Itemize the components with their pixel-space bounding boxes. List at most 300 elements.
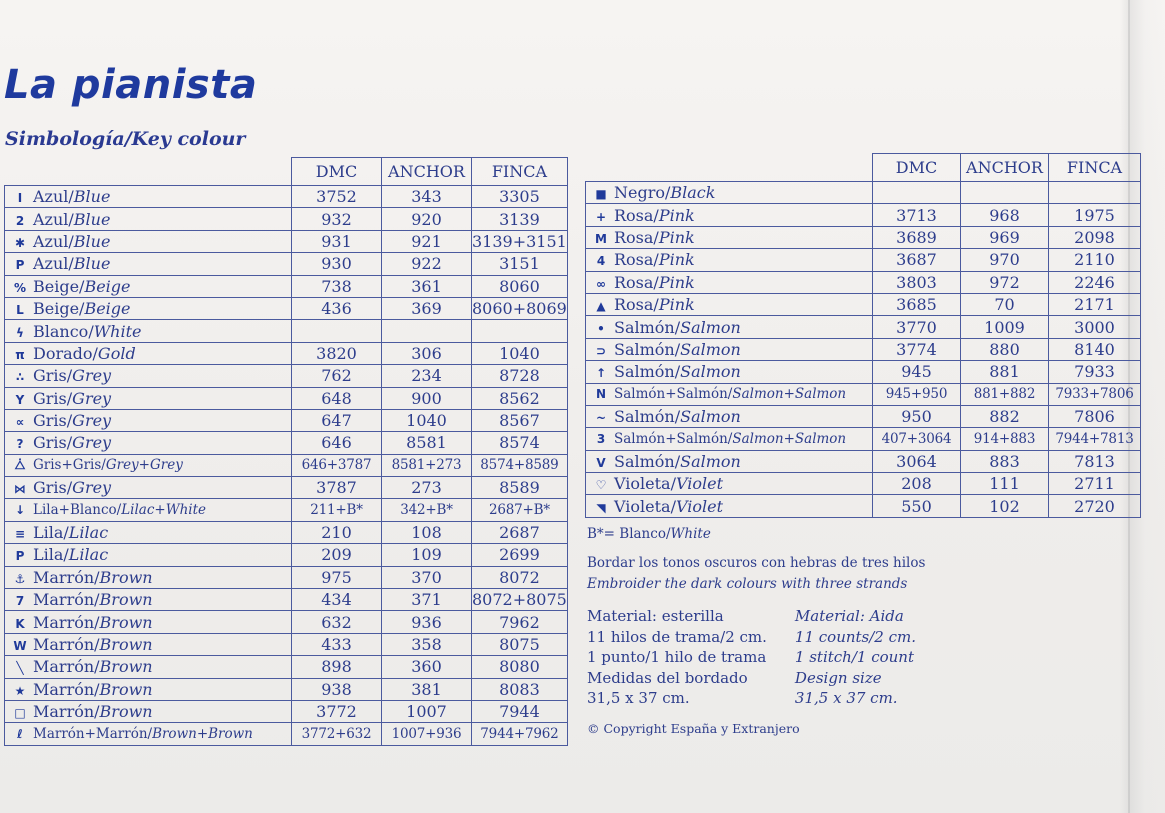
colour-name-es: Beige/ (33, 276, 85, 296)
stitch-en: 1 stitch/1 count (794, 648, 914, 666)
alpha-fish-icon: ∝ (15, 415, 25, 430)
digit-7-icon: 7 (15, 594, 25, 609)
dmc-code: 3770 (873, 316, 961, 338)
colour-name-en: Blue (73, 187, 111, 207)
colour-name-cell (586, 271, 873, 293)
dmc-code: 3787 (292, 477, 382, 499)
dmc-code: 945+950 (873, 383, 961, 405)
dmc-code: 433 (292, 633, 382, 655)
page-title: La pianista (4, 62, 258, 108)
dmc-code: 632 (292, 611, 382, 633)
colour-name-cell (586, 182, 873, 204)
anchor-code: 972 (961, 271, 1049, 293)
b-star-note (587, 526, 1007, 542)
anchor-code: 914+883 (961, 428, 1049, 450)
table-row (5, 230, 568, 252)
size-value-es: 31,5 x 37 cm. (587, 689, 690, 707)
header-anchor: ANCHOR (382, 158, 472, 186)
anchor-code (961, 182, 1049, 204)
colour-name-cell (5, 633, 292, 655)
table-row (586, 473, 1141, 495)
colour-name-cell (586, 293, 873, 315)
table-row (586, 405, 1141, 427)
plus-icon: + (595, 209, 607, 224)
dmc-code: 738 (292, 275, 382, 297)
star-icon: ★ (14, 683, 26, 698)
dmc-code: 762 (292, 365, 382, 387)
colour-name-en: Grey+Grey (105, 457, 183, 474)
table-row (5, 723, 568, 745)
colour-name-en: Pink (658, 205, 695, 225)
embroider-note-en: Embroider the dark colours with three strands (587, 576, 908, 592)
letter-v-icon: V (596, 455, 606, 470)
colour-name-en: Blue (73, 209, 111, 229)
heart-icon: ♡ (595, 478, 607, 493)
material-es: Material: esterilla (587, 607, 724, 625)
digit-2-icon: 2 (15, 213, 25, 228)
colour-name-cell (5, 387, 292, 409)
colour-name-en: Salmon (680, 407, 741, 427)
dmc-code: 945 (873, 361, 961, 383)
header-dmc: DMC (873, 154, 961, 182)
table-row (5, 566, 568, 588)
colour-name-cell (586, 316, 873, 338)
anchor-code: 969 (961, 226, 1049, 248)
colour-name-cell (5, 409, 292, 431)
header-finca: FINCA (1049, 154, 1141, 182)
anchor-code: 273 (382, 477, 472, 499)
table-row (586, 428, 1141, 450)
table-row (5, 342, 568, 364)
colour-name-cell (5, 297, 292, 319)
anchor-code: 342+B* (382, 499, 472, 521)
dmc-code: 436 (292, 297, 382, 319)
table-row (5, 253, 568, 275)
finca-code: 2171 (1049, 293, 1141, 315)
finca-code: 3305 (472, 186, 568, 208)
anchor-code: 381 (382, 678, 472, 700)
finca-code: 8589 (472, 477, 568, 499)
colour-name-en: Brown (99, 679, 153, 699)
colour-name-en: Pink (658, 250, 695, 270)
colour-name-es: Azul/ (33, 231, 74, 251)
letter-m-icon: M (595, 231, 607, 246)
colour-name-en: Salmon+Salmon (732, 386, 847, 403)
table-row (5, 320, 568, 342)
finca-code: 8060+8069 (472, 299, 567, 319)
anchor-icon: ⚓ (14, 571, 26, 586)
colour-name-es: Violeta/ (614, 496, 676, 516)
colour-name-es: Gris/ (33, 478, 73, 498)
header-blank (5, 158, 292, 186)
colour-name-en: White (93, 321, 142, 341)
colour-name-es: Rosa/ (614, 205, 659, 225)
anchor-code: 1007+936 (382, 723, 472, 745)
finca-code: 2687+B* (472, 499, 568, 521)
colour-name-cell (5, 230, 292, 252)
table-row (5, 544, 568, 566)
anchor-code: 880 (961, 338, 1049, 360)
table-row (5, 499, 568, 521)
colour-name-es: Rosa/ (614, 295, 659, 315)
table-row (5, 432, 568, 454)
colour-name-es: Salmón/ (614, 407, 681, 427)
colour-name-en: Salmon (680, 451, 741, 471)
finca-code: 3000 (1049, 316, 1141, 338)
anchor-code: 921 (382, 230, 472, 252)
table-row (5, 633, 568, 655)
finca-code (472, 320, 568, 342)
colour-name-cell (586, 249, 873, 271)
finca-code: 8562 (472, 387, 568, 409)
header-anchor: ANCHOR (961, 154, 1049, 182)
tilde-icon: ~ (595, 411, 607, 426)
colour-name-cell (586, 405, 873, 427)
colour-name-en: Salmon (680, 317, 741, 337)
colour-name-es: Gris/ (33, 388, 73, 408)
finca-code: 2711 (1049, 473, 1141, 495)
table-row (5, 700, 568, 722)
dot-icon: • (597, 321, 605, 336)
infinity-icon: ∞ (596, 276, 606, 291)
colour-name-es: Rosa/ (614, 250, 659, 270)
table-row (5, 387, 568, 409)
colour-name-es: Lila/ (33, 523, 69, 543)
backslash-icon: ╲ (16, 661, 24, 676)
down-arrow-dot-icon: ↓ (14, 503, 26, 518)
colour-name-en: Brown (99, 702, 153, 722)
count-es: 11 hilos de trama/2 cm. (587, 627, 767, 646)
colour-name-cell (586, 361, 873, 383)
dmc-code: 3687 (873, 249, 961, 271)
up-arrow-icon: ↑ (595, 366, 607, 381)
anchor-code: 970 (961, 249, 1049, 271)
dmc-code (873, 182, 961, 204)
dmc-code: 3685 (873, 293, 961, 315)
triple-bar-icon: ≡ (14, 527, 26, 542)
question-mark-icon: ? (16, 437, 24, 452)
colour-name-es: Marrón/ (33, 679, 100, 699)
finca-code: 7962 (472, 611, 568, 633)
colour-name-cell (586, 495, 873, 517)
colour-name-es: Marrón/ (33, 635, 100, 654)
anchor-code: 936 (382, 611, 472, 633)
table-row (5, 678, 568, 700)
colour-name-en: Brown+Brown (152, 726, 253, 743)
colour-name-en: Violet (675, 474, 724, 494)
anchor-code: 370 (382, 566, 472, 588)
colour-name-en: Grey (72, 433, 112, 453)
finca-code: 3139+3151 (472, 231, 567, 251)
colour-name-cell (5, 253, 292, 275)
colour-name-cell (5, 611, 292, 633)
table-row (586, 293, 1141, 315)
square-filled-icon: ■ (595, 187, 607, 202)
colour-name-cell (5, 342, 292, 364)
table-row (5, 589, 568, 611)
copyright: © Copyright España y Extranjero (587, 720, 800, 736)
finca-code: 1975 (1049, 204, 1141, 226)
dmc-code: 3713 (873, 204, 961, 226)
colour-name-cell (5, 544, 292, 566)
count-en: 11 counts/2 cm. (794, 627, 917, 646)
colour-name-en: Lilac+White (121, 502, 207, 519)
header-dmc: DMC (292, 158, 382, 186)
dmc-code: 3064 (873, 450, 961, 472)
letter-k-icon: K (15, 616, 25, 631)
header-finca: FINCA (472, 158, 568, 186)
table-row (5, 409, 568, 431)
table-row (5, 208, 568, 230)
colour-name-es: Salmón/ (614, 451, 681, 471)
anchor-code: 109 (382, 544, 472, 566)
material-en: Material: Aida (794, 607, 904, 625)
anchor-code: 968 (961, 204, 1049, 226)
colour-name-en: Brown (99, 567, 153, 587)
finca-code: 8080 (472, 656, 568, 678)
b-note-en: White (670, 526, 711, 542)
colour-name-en: Salmon+Salmon (732, 430, 847, 447)
colour-name-en: Blue (73, 254, 111, 274)
anchor-code: 371 (382, 589, 472, 611)
anchor-code: 360 (382, 656, 472, 678)
letter-l-icon: L (16, 303, 24, 318)
superset-icon: ⊃ (595, 343, 607, 358)
colour-key-table-right (585, 153, 1141, 518)
colour-name-es: Gris+Gris/ (33, 457, 106, 474)
anchor-code: 882 (961, 405, 1049, 427)
digit-4-icon: 4 (596, 254, 606, 269)
colour-name-cell (586, 338, 873, 360)
colour-name-es: Marrón/ (33, 702, 100, 722)
finca-code: 2098 (1049, 226, 1141, 248)
anchor-code: 922 (382, 253, 472, 275)
finca-code: 8083 (472, 678, 568, 700)
colour-name-cell (586, 473, 873, 495)
colour-name-cell (586, 204, 873, 226)
colour-name-es: Gris/ (33, 433, 73, 453)
colour-name-es: Salmón+Salmón/ (614, 386, 733, 403)
colour-name-es: Marrón+Marrón/ (33, 726, 153, 743)
table-row (586, 383, 1141, 405)
dmc-code: 938 (292, 678, 382, 700)
table-row (5, 521, 568, 543)
dmc-code (292, 320, 382, 342)
pi-icon: π (15, 347, 25, 362)
letter-n-icon: N (595, 387, 607, 402)
anchor-code: 358 (382, 633, 472, 655)
percent-icon: % (13, 280, 27, 295)
colour-key-table-left (4, 157, 568, 746)
colour-name-es: Salmón+Salmón/ (614, 430, 733, 447)
finca-code: 8072 (472, 566, 568, 588)
anchor-code: 111 (961, 473, 1049, 495)
table-row (5, 656, 568, 678)
dmc-code: 648 (292, 387, 382, 409)
anchor-code: 1007 (382, 700, 472, 722)
finca-code: 8075 (472, 633, 568, 655)
anchor-code: 1009 (961, 316, 1049, 338)
dmc-code: 3803 (873, 271, 961, 293)
notes-block (587, 526, 1007, 736)
table-row (586, 182, 1141, 204)
triangle-filled-icon: ▲ (596, 299, 606, 314)
dmc-code: 209 (292, 544, 382, 566)
dmc-code: 3772+632 (292, 723, 382, 745)
finca-code: 2720 (1049, 495, 1141, 517)
anchor-code: 306 (382, 342, 472, 364)
table-row (586, 316, 1141, 338)
finca-code: 2699 (472, 544, 568, 566)
table-row (5, 186, 568, 208)
colour-name-en: Brown (99, 635, 153, 654)
dmc-code: 3752 (292, 186, 382, 208)
anchor-code: 1040 (382, 409, 472, 431)
colour-name-cell (5, 521, 292, 543)
dmc-code: 407+3064 (873, 428, 961, 450)
finca-code: 7933 (1049, 361, 1141, 383)
colour-name-en: Grey (72, 388, 112, 408)
colour-name-cell (5, 186, 292, 208)
colour-name-es: Violeta/ (614, 474, 676, 494)
anchor-code: 102 (961, 495, 1049, 517)
colour-name-es: Dorado/ (33, 343, 98, 363)
colour-name-es: Gris/ (33, 366, 73, 386)
dmc-code: 208 (873, 473, 961, 495)
material-info (587, 606, 1007, 709)
colour-name-es: Azul/ (33, 187, 74, 207)
colour-name-en: Brown (99, 590, 153, 610)
dmc-code: 3689 (873, 226, 961, 248)
colour-name-es: Marrón/ (33, 590, 100, 610)
finca-code: 2110 (1049, 249, 1141, 271)
three-dots-icon: ∴ (15, 370, 25, 385)
dmc-code: 211+B* (292, 499, 382, 521)
table-header-row (5, 158, 568, 186)
table-row (586, 495, 1141, 517)
dmc-code: 931 (292, 230, 382, 252)
colour-name-cell (586, 383, 873, 405)
finca-code: 7933+7806 (1049, 383, 1141, 405)
b-note-es: B*= Blanco/ (587, 526, 671, 542)
colour-name-cell (5, 432, 292, 454)
colour-name-cell (586, 226, 873, 248)
finca-code: 8567 (472, 409, 568, 431)
anchor-code: 234 (382, 365, 472, 387)
letter-y-icon: Y (15, 392, 25, 407)
material-info-es (587, 606, 767, 709)
finca-code: 3139 (472, 208, 568, 230)
table-row (586, 226, 1141, 248)
dmc-code: 950 (873, 405, 961, 427)
colour-name-en: Blue (73, 231, 111, 251)
colour-name-es: Blanco/ (33, 321, 94, 341)
finca-code: 7944 (472, 700, 568, 722)
square-outline-icon: □ (14, 706, 26, 721)
colour-name-cell (5, 320, 292, 342)
finca-code: 7806 (1049, 405, 1141, 427)
anchor-code: 920 (382, 208, 472, 230)
colour-name-es: Salmón/ (614, 317, 681, 337)
colour-name-en: Grey (72, 411, 112, 431)
anchor-code: 343 (382, 186, 472, 208)
size-label-en: Design size (794, 668, 882, 687)
finca-code: 7944+7962 (472, 723, 568, 745)
stitch-es: 1 punto/1 hilo de trama (587, 648, 767, 666)
colour-name-en: Gold (97, 343, 136, 363)
colour-name-es: Negro/ (614, 183, 671, 203)
colour-name-en: Black (670, 183, 716, 203)
size-label-es: Medidas del bordado (587, 668, 748, 687)
colour-name-cell (5, 208, 292, 230)
dmc-code: 434 (292, 589, 382, 611)
finca-code: 8574 (472, 432, 568, 454)
colour-name-cell (5, 678, 292, 700)
colour-name-cell (5, 700, 292, 722)
table-row (5, 275, 568, 297)
finca-code: 8072+8075 (472, 590, 567, 610)
colour-name-es: Azul/ (33, 209, 74, 229)
lightning-icon: ϟ (16, 325, 24, 340)
dmc-code: 3772 (292, 700, 382, 722)
dmc-code: 975 (292, 566, 382, 588)
dmc-code: 550 (873, 495, 961, 517)
colour-name-en: Brown (99, 612, 153, 632)
colour-name-es: Lila/ (33, 545, 69, 565)
embroider-note-es: Bordar los tonos oscuros con hebras de tres hilos (587, 555, 926, 571)
colour-name-es: Salmón/ (614, 339, 681, 359)
finca-code: 7813 (1049, 450, 1141, 472)
colour-name-cell (586, 450, 873, 472)
size-value-en: 31,5 x 37 cm. (794, 689, 898, 707)
anchor-code: 108 (382, 521, 472, 543)
table-row (586, 450, 1141, 472)
header-blank (586, 154, 873, 182)
dmc-code: 3774 (873, 338, 961, 360)
colour-name-en: Beige (84, 299, 131, 319)
colour-name-en: Pink (658, 272, 695, 292)
colour-name-en: Salmon (680, 339, 741, 359)
finca-code: 2687 (472, 521, 568, 543)
finca-code: 1040 (472, 342, 568, 364)
colour-name-cell (5, 454, 292, 476)
bowtie-icon: ⋈ (14, 482, 26, 497)
anchor-code: 361 (382, 275, 472, 297)
anchor-code: 883 (961, 450, 1049, 472)
table-row (5, 611, 568, 633)
anchor-code: 881 (961, 361, 1049, 383)
table-header-row (586, 154, 1141, 182)
finca-code: 2246 (1049, 271, 1141, 293)
table-row (5, 365, 568, 387)
triangle-outline-icon: ⧊ (14, 458, 26, 473)
colour-name-es: Marrón/ (33, 567, 100, 587)
anchor-code: 900 (382, 387, 472, 409)
table-row (586, 249, 1141, 271)
colour-name-cell (586, 428, 873, 450)
colour-name-cell (5, 477, 292, 499)
colour-name-es: Rosa/ (614, 227, 659, 247)
dmc-code: 898 (292, 656, 382, 678)
colour-name-en: Beige (84, 276, 131, 296)
dmc-code: 210 (292, 521, 382, 543)
dmc-code: 646+3787 (292, 454, 382, 476)
colour-name-es: Rosa/ (614, 272, 659, 292)
dmc-code: 646 (292, 432, 382, 454)
colour-name-en: Grey (72, 478, 112, 498)
colour-name-cell (5, 275, 292, 297)
corner-triangle-icon: ◥ (596, 500, 606, 515)
